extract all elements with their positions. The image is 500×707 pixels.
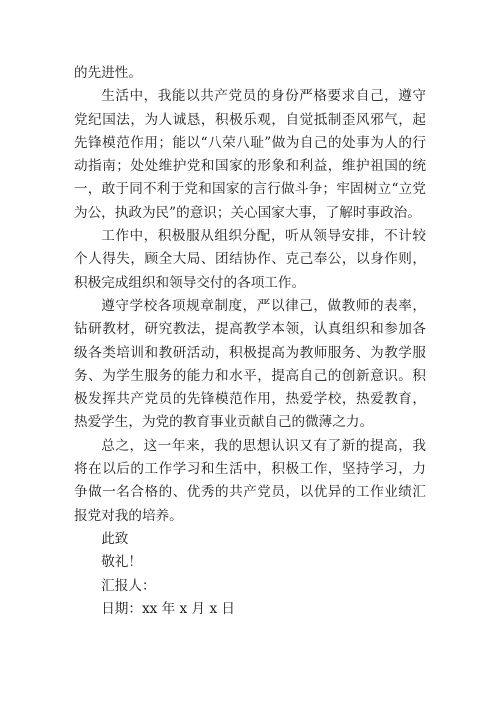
paragraph-life: 生活中，我能以共产党员的身份严格要求自己，遵守党纪国法，为人诚恳，积极乐观，自觉抵制歪风邪气，起先锋模范作用；能以“八荣八耻”做为自己的处事为人的行动指南；处处维护党和国家的形象和利益，维护祖国的统一，敢于同不利于党和国家的言行做斗争；牢固树立“立党为公，执政为民”的意识；关心国家大事，了解时事政治。 — [74, 88, 426, 221]
paragraph-work: 工作中，积极服从组织分配，听从领导安排，不计较个人得失，顾全大局、团结协作、克己奉公，以身作则，积极完成组织和领导交付的各项工作。 — [74, 228, 426, 291]
paragraph-continuation: 的先进性。 — [74, 65, 142, 81]
closing-salutation: 此致 — [101, 530, 129, 547]
closing-regards: 敬礼！ — [101, 554, 142, 571]
date-line: 日期：xx 年 x 月 x 日 — [101, 600, 236, 617]
paragraph-school-rules: 遵守学校各项规章制度，严以律己，做教师的表率，钻研教材，研究教法，提高教学本领，认真组织和参加各级各类培训和教研活动，积极提高为教师服务、为教学服务、为学生服务的能力和水平，提高自己的创新意识。积极发挥共产党员的先锋模范作用，热爱学校，热爱教育，热爱学生，为党的教育事业贡献自己的微薄之力。 — [74, 297, 426, 431]
paragraph-summary: 总之，这一年来，我的思想认识又有了新的提高，我将在以后的工作学习和生活中，积极工作，坚持学习，力争做一名合格的、优秀的共产党员，以优异的工作业绩汇报党对我的培养。 — [74, 437, 426, 524]
reporter-label: 汇报人： — [101, 577, 156, 594]
document-body — [74, 62, 426, 621]
